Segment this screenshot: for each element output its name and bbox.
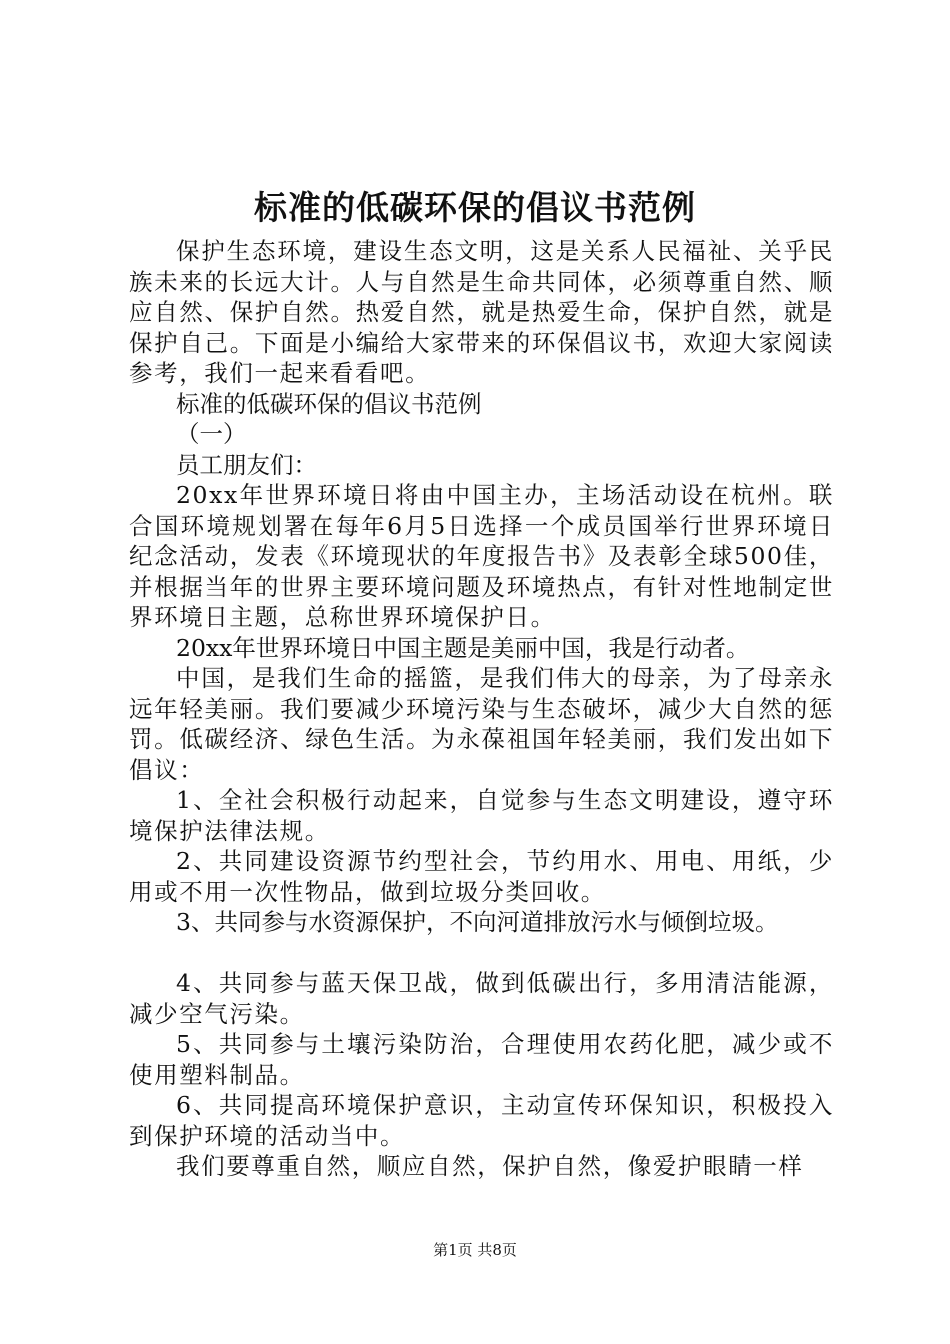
page-footer: 第1页 共8页 xyxy=(433,1241,517,1259)
body-paragraph: 20xx年世界环境日中国主题是美丽中国，我是行动者。 xyxy=(176,633,750,662)
body-paragraph: 20xx年世界环境日将由中国主办，主场活动设在杭州。联合国环境规划署在每年6月5日选择一个成员国举行世界环境日纪念活动，发表《环境现状的年度报告书》及表彰全球500佳，并根据当年的世界主要环境问题及环境热点，有针对性地制定世界环境日主题，总称世界环境保护日。 xyxy=(129,481,834,631)
section-number: （一） xyxy=(176,420,247,448)
proposal-item-5: 5、共同参与土壤污染防治，合理使用农药化肥，减少或不使用塑料制品。 xyxy=(129,1030,834,1089)
salutation: 员工朋友们： xyxy=(176,450,317,479)
proposal-item-2: 2、共同建设资源节约型社会，节约用水、用电、用纸，少用或不用一次性物品，做到垃圾分类回收。 xyxy=(129,847,834,906)
proposal-item-3: 3、共同参与水资源保护，不向河道排放污水与倾倒垃圾。 xyxy=(176,908,779,936)
closing-paragraph: 我们要尊重自然，顺应自然，保护自然，像爱护眼睛一样 xyxy=(176,1152,804,1180)
proposal-item-4: 4、共同参与蓝天保卫战，做到低碳出行，多用清洁能源，减少空气污染。 xyxy=(129,969,834,1028)
section-heading: 标准的低碳环保的倡议书范例 xyxy=(176,389,482,418)
document-title: 标准的低碳环保的倡议书范例 xyxy=(254,188,696,227)
intro-paragraph: 保护生态环境，建设生态文明，这是关系人民福祉、关乎民族未来的长远大计。人与自然是生命共同体，必须尊重自然、顺应自然、保护自然。热爱自然，就是热爱生命，保护自然，就是保护自己。下面是小编给大家带来的环保倡议书，欢迎大家阅读参考，我们一起来看看吧。 xyxy=(129,237,834,387)
proposal-item-1: 1、全社会积极行动起来，自觉参与生态文明建设，遵守环境保护法律法规。 xyxy=(129,786,834,845)
document-body xyxy=(129,236,834,1182)
blank-line xyxy=(129,938,834,969)
proposal-item-6: 6、共同提高环境保护意识，主动宣传环保知识，积极投入到保护环境的活动当中。 xyxy=(129,1091,834,1150)
body-paragraph: 中国，是我们生命的摇篮，是我们伟大的母亲，为了母亲永远年轻美丽。我们要减少环境污染与生态破坏，减少大自然的惩罚。低碳经济、绿色生活。为永葆祖国年轻美丽，我们发出如下倡议： xyxy=(129,664,834,784)
